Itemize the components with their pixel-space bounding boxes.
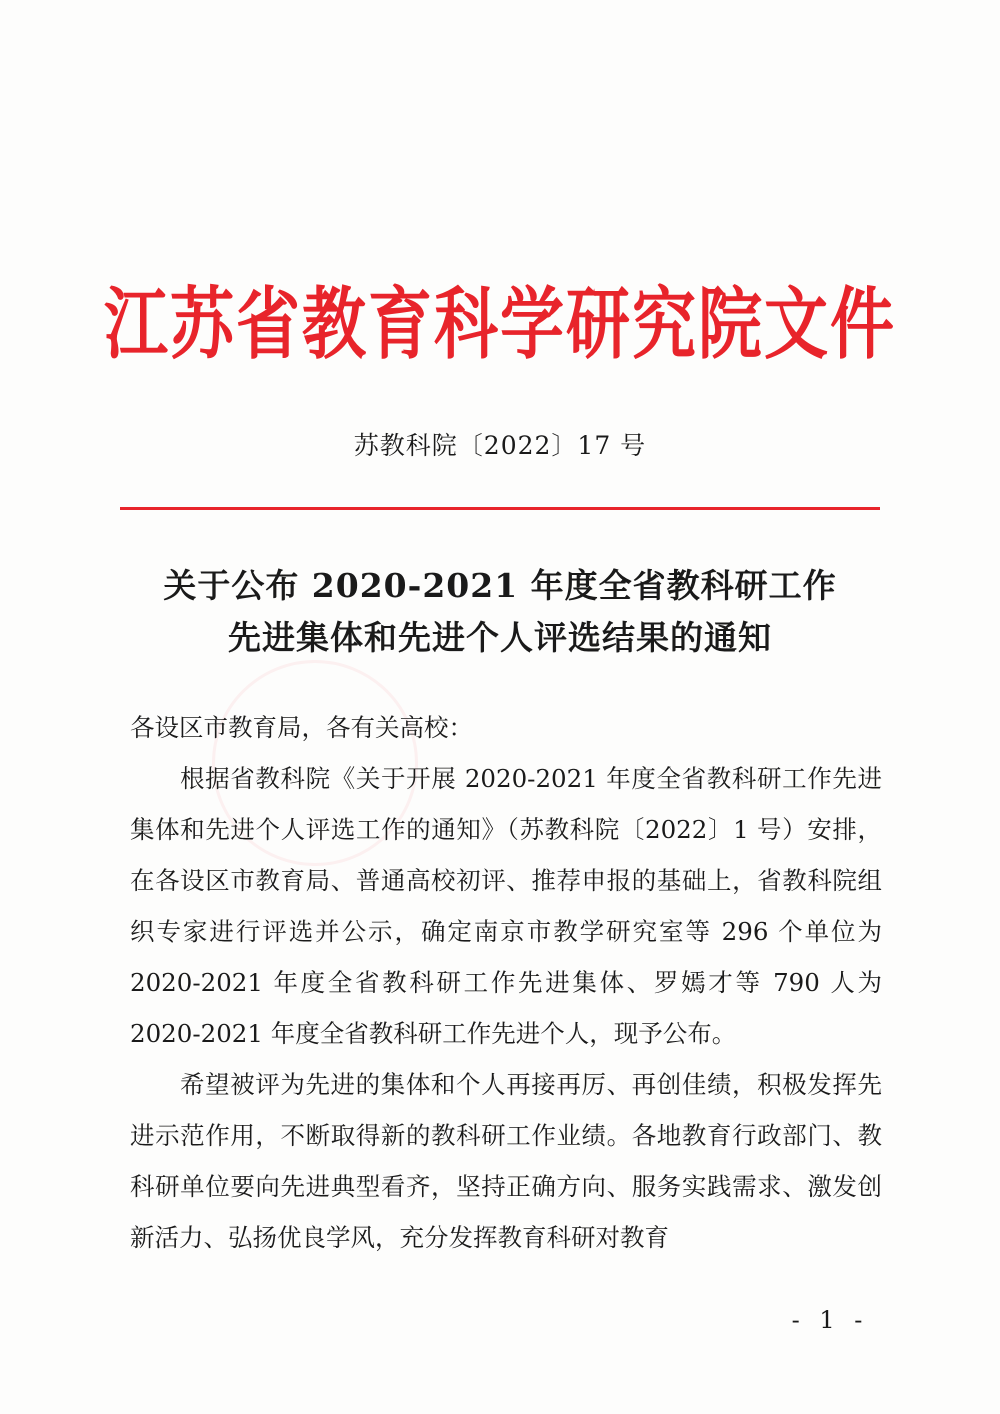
notice-body (130, 702, 882, 1263)
notice-title-line2: 先进集体和先进个人评选结果的通知 (228, 618, 772, 657)
paragraph-2: 希望被评为先进的集体和个人再接再厉、再创佳绩，积极发挥先进示范作用，不断取得新的教科研工作业绩。各地教育行政部门、教科研单位要向先进典型看齐，坚持正确方向、服务实践需求、激发创新活力、弘扬优良学风，充分发挥教育科研对教育 (130, 1070, 882, 1252)
document-number: 苏教科院〔2022〕17 号 (353, 431, 647, 460)
notice-title (0, 560, 1000, 664)
paragraph-1: 根据省教科院《关于开展 2020-2021 年度全省教科研工作先进集体和先进个人评选工作的通知》（苏教科院〔2022〕1 号）安排，在各设区市教育局、普通高校初评、推荐申报的基础上，省教科院组织专家进行评选并公示，确定南京市教学研究室等 296 个单位为 2020-2021 年度全省教科研工作先进集体、罗嫣才等 790 人为 2020-2021 年度全省教科研工作先进个人，现予公布。 (130, 764, 882, 1048)
red-divider-rule (120, 507, 880, 510)
page-number: - 1 - (791, 1306, 869, 1334)
document-masthead: 江苏省教育科学研究院文件 (104, 280, 896, 371)
salutation: 各设区市教育局，各有关高校： (130, 713, 473, 742)
notice-title-line1: 关于公布 2020-2021 年度全省教科研工作 (163, 566, 837, 605)
